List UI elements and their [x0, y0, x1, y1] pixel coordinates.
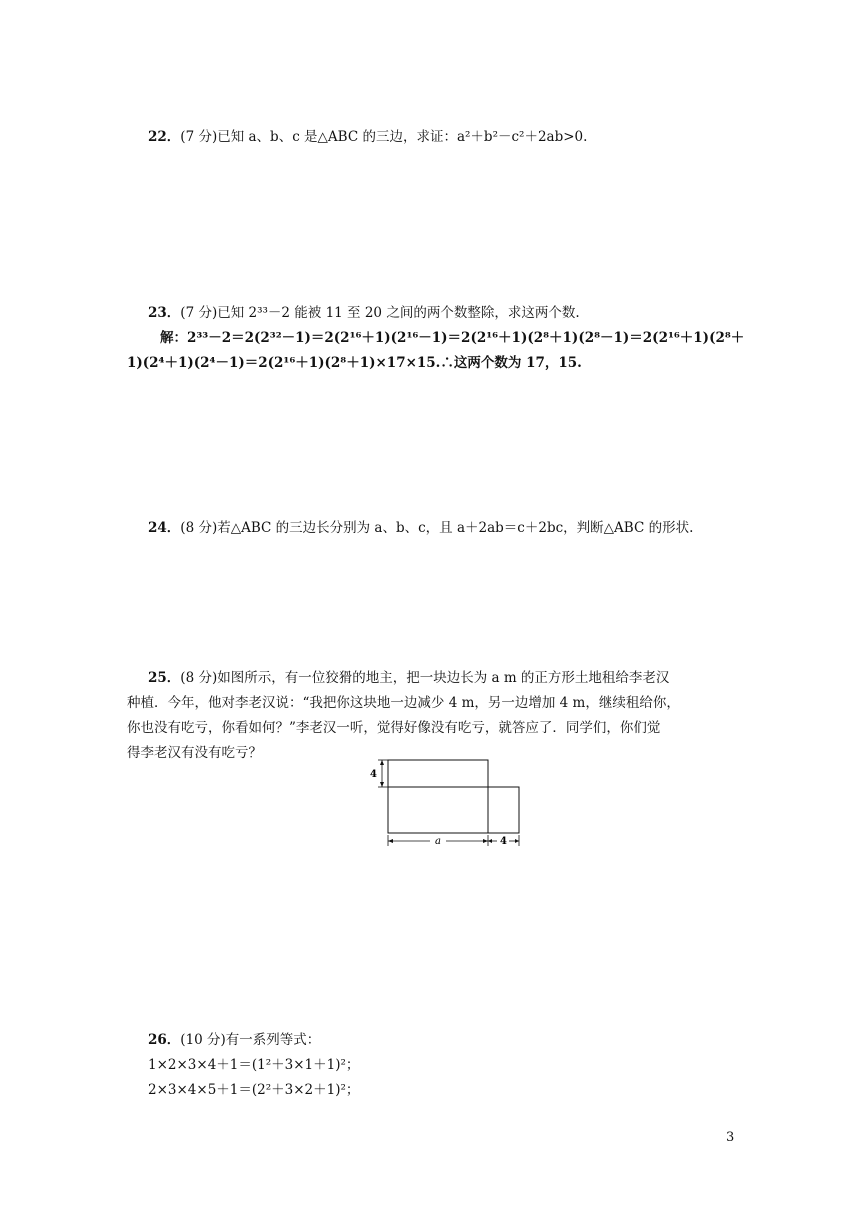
problem-text-line-1: (8 分)如图所示，有一位狡猾的地主，把一块边长为 a m 的正方形土地租给李老汉 — [180, 670, 670, 686]
main-rect — [388, 787, 488, 833]
problem-number: 24． — [148, 520, 181, 536]
equation-1: 1×2×3×4＋1＝(1²＋3×1＋1)²； — [148, 1057, 360, 1073]
problem-text-line-3: 你也没有吃亏，你看如何？”李老汉一听，觉得好像没有吃亏，就答应了．同学们，你们觉 — [127, 720, 661, 736]
problem-number: 22． — [148, 129, 181, 145]
solution-line-1: 解：2³³－2＝2(2³²－1)＝2(2¹⁶＋1)(2¹⁶－1)＝2(2¹⁶＋1)(2⁸＋1)(2⁸－1)＝2(2¹⁶＋1)(2⁸＋ — [160, 330, 745, 346]
problem-number: 26． — [148, 1032, 181, 1048]
problem-text: (7 分)已知 a、b、c 是△ABC 的三边，求证：a²＋b²－c²＋2ab>0. — [180, 129, 588, 145]
problem-22 — [148, 128, 587, 146]
problem-number: 25． — [148, 670, 181, 686]
problem-text: (7 分)已知 2³³－2 能被 11 至 20 之间的两个数整除，求这两个数. — [180, 305, 580, 321]
problem-23 — [148, 304, 580, 322]
land-diagram — [368, 755, 528, 855]
problem-text: (10 分)有一系列等式： — [180, 1032, 321, 1048]
problem-25 — [148, 669, 669, 687]
label-height: 4 — [370, 769, 377, 780]
label-a: a — [435, 836, 441, 847]
problem-number: 23． — [148, 305, 181, 321]
page-number: 3 — [726, 1130, 735, 1145]
extension-rect — [488, 787, 519, 833]
problem-text-line-4: 得李老汉有没有吃亏？ — [127, 745, 262, 761]
problem-24 — [148, 519, 693, 537]
problem-text: (8 分)若△ABC 的三边长分别为 a、b、c，且 a＋2ab＝c＋2bc，判断△ABC 的形状. — [180, 520, 694, 536]
solution-line-2: 1)(2⁴＋1)(2⁴－1)＝2(2¹⁶＋1)(2⁸＋1)×17×15.∴这两个数为 17，15. — [127, 355, 582, 371]
problem-26 — [148, 1031, 320, 1049]
equation-2: 2×3×4×5＋1＝(2²＋3×2＋1)²； — [148, 1082, 360, 1098]
top-strip-rect — [388, 760, 488, 787]
label-width: 4 — [500, 836, 507, 847]
problem-text-line-2: 种植．今年，他对李老汉说：“我把你这块地一边减少 4 m，另一边增加 4 m，继续租给你， — [127, 695, 680, 711]
